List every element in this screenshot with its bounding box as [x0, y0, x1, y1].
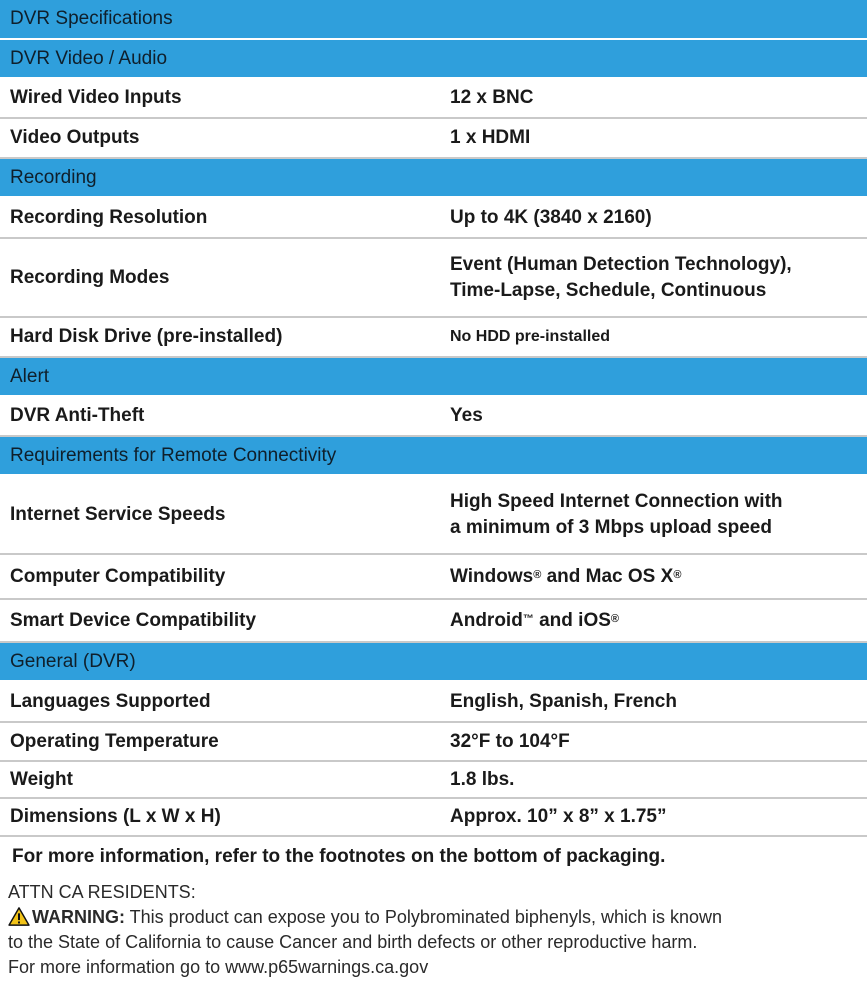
spec-row-computer-compatibility	[0, 555, 867, 600]
attn-heading: ATTN CA RESIDENTS:	[8, 882, 196, 902]
spec-label: Hard Disk Drive (pre-installed)	[10, 326, 283, 347]
spec-value: English, Spanish, French	[450, 690, 677, 712]
os-android: Android	[450, 609, 523, 631]
spec-label: Recording Modes	[10, 266, 170, 288]
spec-row-operating-temperature	[0, 723, 867, 762]
spec-row-recording-resolution	[0, 198, 867, 239]
table-title-text: DVR Specifications	[10, 8, 173, 29]
section-header-text: Recording	[10, 166, 97, 188]
spec-value: Approx. 10” x 8” x 1.75”	[450, 806, 667, 827]
section-header-general	[0, 643, 867, 682]
spec-value: 1.8 lbs.	[450, 768, 515, 790]
spec-label: Operating Temperature	[10, 730, 219, 752]
spec-row-dimensions	[0, 799, 867, 837]
spec-row-weight	[0, 762, 867, 799]
spec-value: 32°F to 104°F	[450, 730, 570, 752]
spec-value: No HDD pre-installed	[450, 328, 611, 345]
os-ios: and iOS	[533, 609, 611, 631]
spec-label: Internet Service Speeds	[10, 503, 226, 525]
section-header-remote-connectivity	[0, 437, 867, 476]
section-header-video-audio	[0, 40, 867, 79]
spec-label: Recording Resolution	[10, 206, 208, 228]
prop65-warning	[8, 880, 722, 980]
spec-value	[450, 564, 867, 590]
table-title	[0, 0, 867, 40]
registered-mark: ®	[533, 568, 542, 581]
spec-value: Yes	[450, 405, 483, 426]
section-header-alert	[0, 358, 867, 397]
spec-row-languages-supported	[0, 682, 867, 723]
warning-line-3: For more information go to www.p65warnings.ca.gov	[8, 957, 429, 977]
spec-value: 1 x HDMI	[450, 127, 531, 148]
spec-label: Dimensions (L x W x H)	[10, 806, 221, 827]
warning-text-1: This product can expose you to Polybrominated biphenyls, which is known	[125, 907, 722, 927]
warning-line-1	[8, 905, 722, 930]
section-header-text: DVR Video / Audio	[10, 47, 168, 69]
spec-value-line-1: High Speed Internet Connection with	[450, 490, 783, 512]
footnote	[0, 837, 867, 877]
spec-value-line-2: Time-Lapse, Schedule, Continuous	[450, 279, 767, 301]
spec-value	[450, 489, 867, 541]
spec-value: 12 x BNC	[450, 87, 534, 108]
registered-mark: ®	[610, 612, 620, 625]
spec-value-line-2: a minimum of 3 Mbps upload speed	[450, 516, 772, 538]
spec-row-dvr-anti-theft	[0, 397, 867, 437]
spec-row-smart-device-compatibility	[0, 600, 867, 643]
spec-row-video-outputs	[0, 119, 867, 159]
trademark-mark: ™	[522, 612, 534, 625]
footnote-text: For more information, refer to the footnotes on the bottom of packaging.	[12, 846, 666, 867]
spec-value: Up to 4K (3840 x 2160)	[450, 206, 652, 228]
spec-row-wired-video-inputs	[0, 79, 867, 119]
warning-triangle-icon	[8, 907, 30, 926]
spec-value	[450, 252, 867, 304]
spec-label: Computer Compatibility	[10, 565, 226, 587]
os-windows: Windows	[450, 565, 534, 587]
os-mac: and Mac OS X	[541, 565, 674, 587]
section-header-recording	[0, 159, 867, 198]
warning-label: WARNING:	[32, 907, 125, 927]
spec-value	[450, 608, 867, 634]
spec-label: DVR Anti-Theft	[10, 405, 145, 426]
registered-mark: ®	[673, 568, 682, 581]
section-header-text: Alert	[10, 365, 50, 387]
spec-label: Wired Video Inputs	[10, 87, 182, 108]
spec-value-line-1: Event (Human Detection Technology),	[450, 253, 792, 275]
spec-label: Video Outputs	[10, 127, 140, 148]
warning-line-2: to the State of California to cause Cancer and birth defects or other reproductive harm.	[8, 932, 698, 952]
spec-row-recording-modes	[0, 239, 867, 318]
section-header-text: Requirements for Remote Connectivity	[10, 444, 337, 466]
spec-row-internet-service-speeds	[0, 476, 867, 555]
spec-label: Smart Device Compatibility	[10, 609, 257, 631]
section-header-text: General (DVR)	[10, 650, 136, 672]
spec-label: Languages Supported	[10, 690, 211, 712]
spec-label: Weight	[10, 768, 73, 790]
spec-row-hard-disk-drive	[0, 318, 867, 358]
